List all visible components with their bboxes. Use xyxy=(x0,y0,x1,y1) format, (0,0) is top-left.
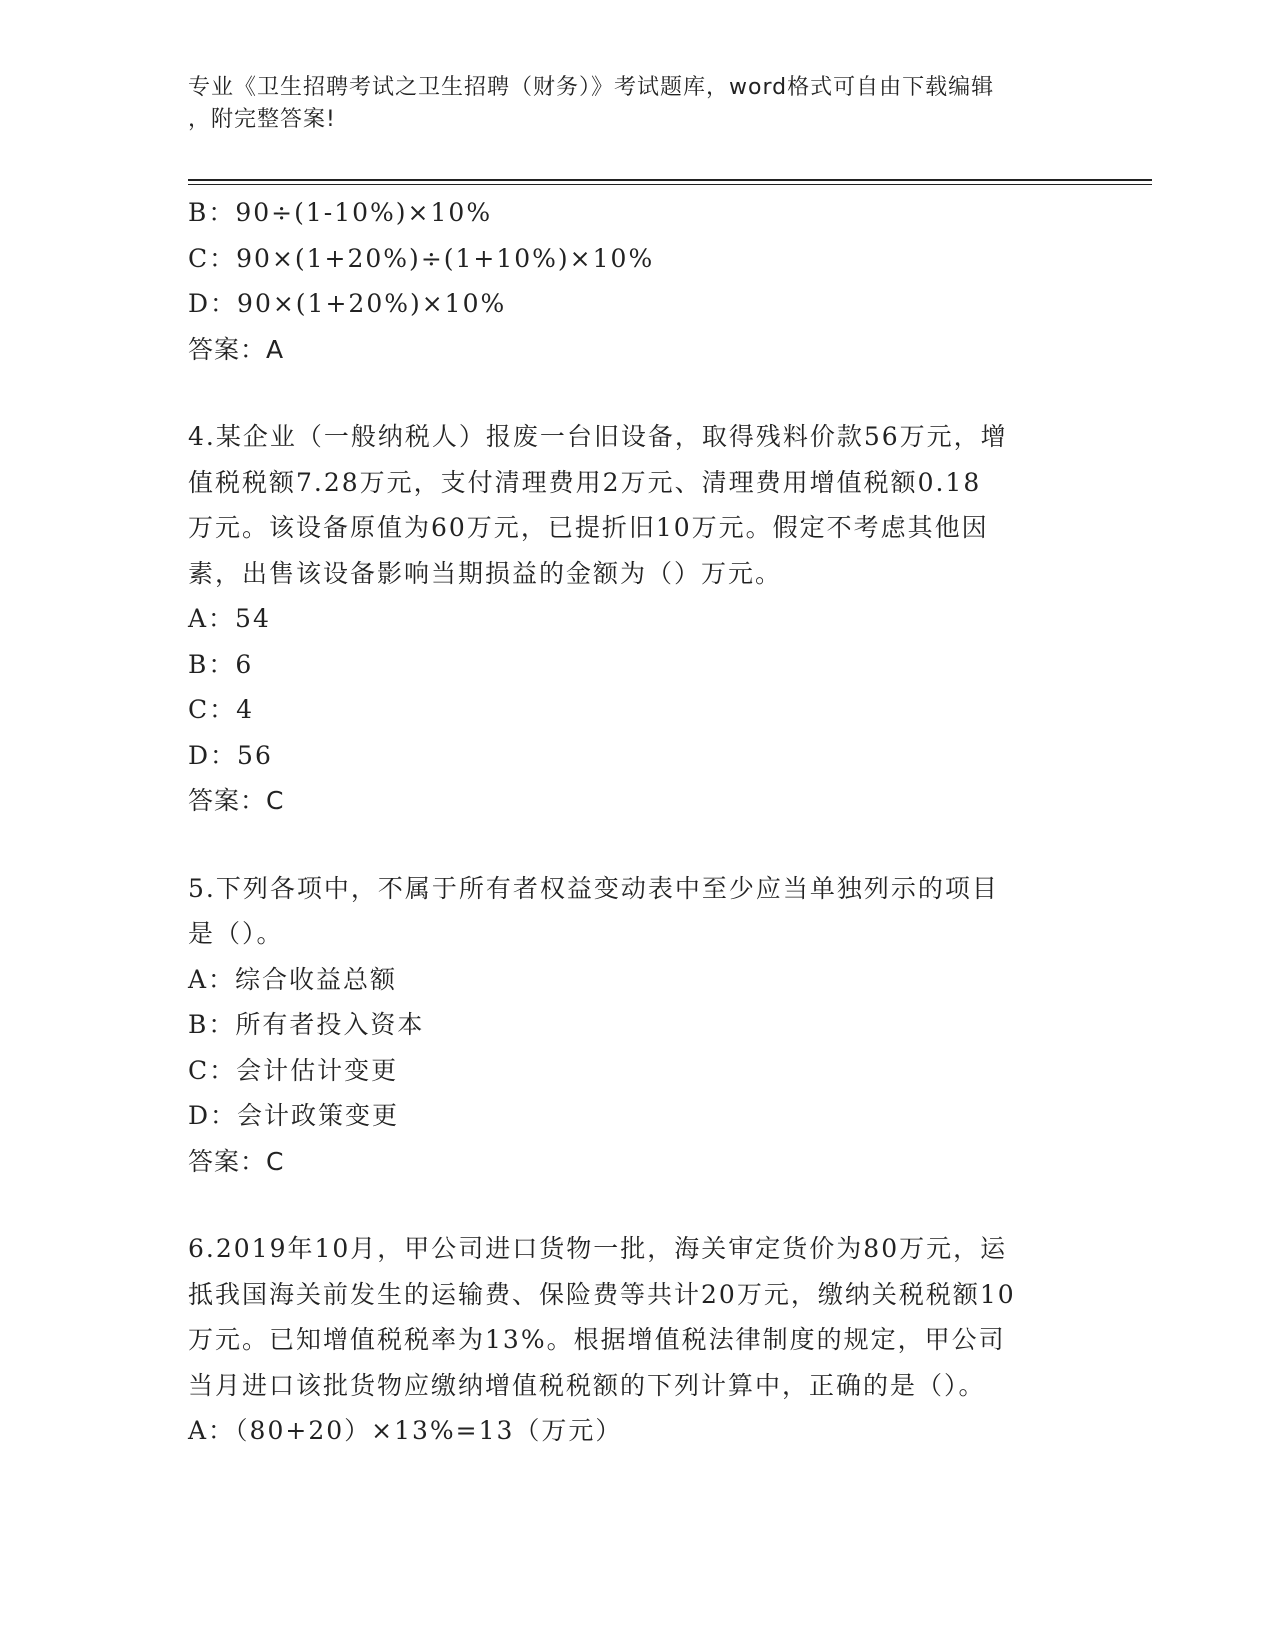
answer: 答案：A xyxy=(188,334,285,364)
question-stem-line: 素，出售该设备影响当期损益的金额为（）万元。 xyxy=(188,558,783,588)
header-rule-thick xyxy=(188,179,1152,181)
header-line-2: ，附完整答案! xyxy=(188,107,336,132)
question-stem-line: 4.某企业（一般纳税人）报废一台旧设备，取得残料价款56万元，增 xyxy=(188,422,1008,451)
question-stem-line: 值税税额7.28万元，支付清理费用2万元、清理费用增值税额0.18 xyxy=(188,467,982,497)
question-stem-line: 是（）。 xyxy=(188,919,284,948)
question-stem-line: 抵我国海关前发生的运输费、保险费等共计20万元，缴纳关税税额10 xyxy=(188,1279,1016,1309)
option-d: D：56 xyxy=(188,740,273,770)
answer: 答案：C xyxy=(188,1146,285,1176)
option-d: D：会计政策变更 xyxy=(188,1101,400,1130)
option-a: A：54 xyxy=(188,604,271,633)
option-b: B：所有者投入资本 xyxy=(188,1010,425,1039)
document-body xyxy=(188,190,1088,1454)
option-b: B：90÷(1-10%)×10% xyxy=(188,198,493,227)
question-4 xyxy=(188,414,1088,824)
question-stem-line: 万元。该设备原值为60万元，已提折旧10万元。假定不考虑其他因 xyxy=(188,513,989,542)
answer: 答案：C xyxy=(188,786,285,815)
question-5 xyxy=(188,866,1088,1185)
header-line-1: 专业《卫生招聘考试之卫生招聘（财务）》考试题库，word格式可自由下载编辑 xyxy=(188,75,995,100)
option-c: C：4 xyxy=(188,695,255,724)
option-a: A：综合收益总额 xyxy=(188,964,398,994)
option-a: A：（80+20）×13%=13（万元） xyxy=(188,1416,623,1445)
question-stem-line: 万元。已知增值税税率为13%。根据增值税法律制度的规定，甲公司 xyxy=(188,1325,1006,1354)
question-3-tail xyxy=(188,190,1088,372)
header-rule-thin xyxy=(188,184,1152,185)
option-c: C：会计估计变更 xyxy=(188,1055,399,1085)
option-b: B：6 xyxy=(188,649,254,679)
document-header xyxy=(188,72,1088,136)
question-stem-line: 6.2019年10月，甲公司进口货物一批，海关审定货价为80万元，运 xyxy=(188,1234,1008,1263)
question-stem-line: 5.下列各项中，不属于所有者权益变动表中至少应当单独列示的项目 xyxy=(188,873,999,903)
option-d: D：90×(1+20%)×10% xyxy=(188,289,507,318)
question-stem-line: 当月进口该批货物应缴纳增值税税额的下列计算中，正确的是（）。 xyxy=(188,1370,986,1400)
question-6 xyxy=(188,1226,1088,1454)
option-c: C：90×(1+20%)÷(1+10%)×10% xyxy=(188,243,655,273)
